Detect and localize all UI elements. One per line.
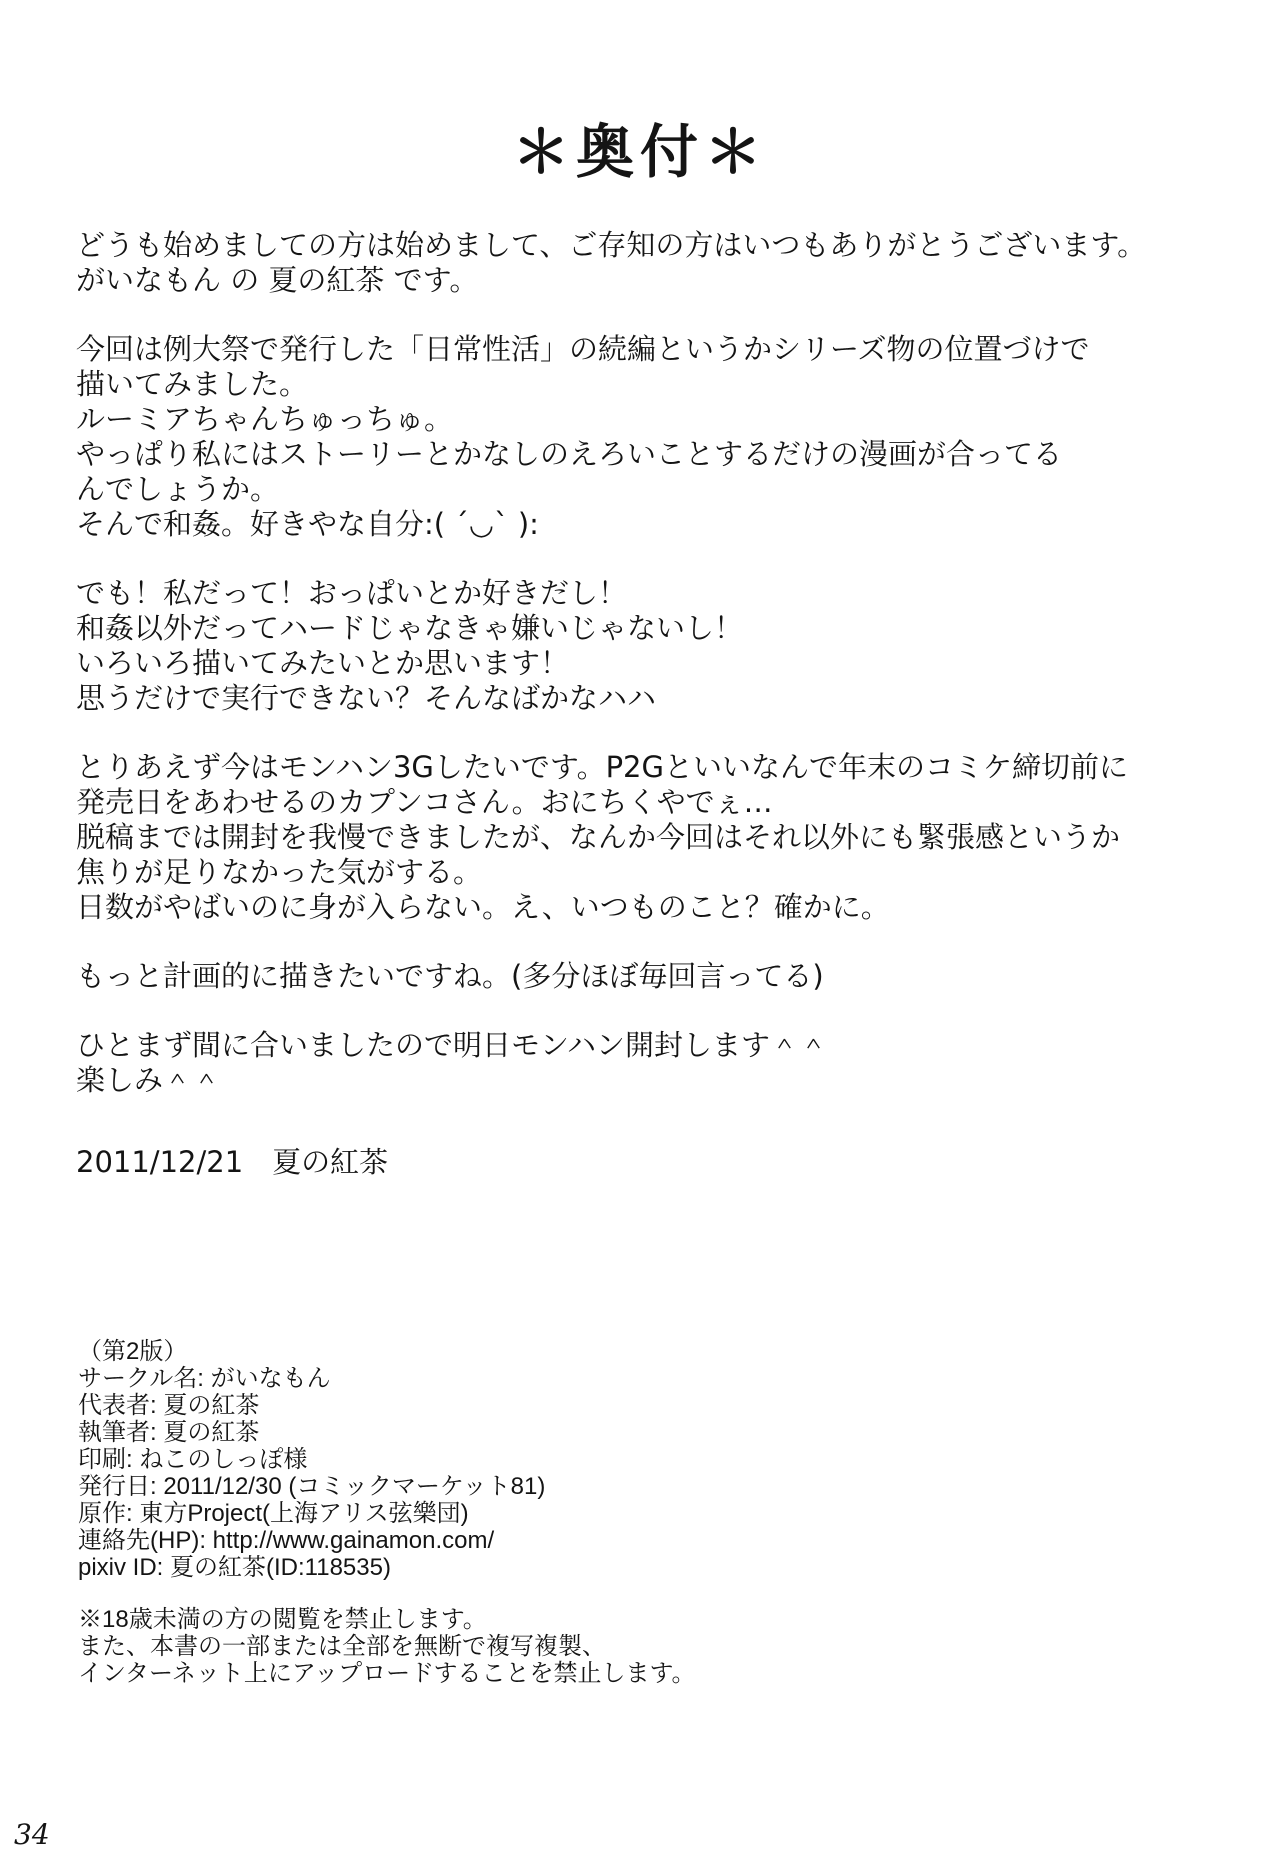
text-line: やっぱり私にはストーリーとかなしのえろいことするだけの漫画が合ってる xyxy=(76,437,1063,471)
contact: 連絡先(HP): http://www.gainamon.com/ xyxy=(78,1527,495,1554)
text-line: とりあえず今はモンハン3Gしたいです。P2Gといいなんで年末のコミケ締切前に xyxy=(76,750,1128,784)
text-line: でも！私だって！おっぱいとか好きだし！ xyxy=(76,576,628,610)
representative: 代表者: 夏の紅茶 xyxy=(78,1392,260,1419)
paragraph-3 xyxy=(76,576,1226,716)
paragraph-2 xyxy=(76,332,1226,542)
text-line: 発売日をあわせるのカプンコさん。おにちくやでぇ… xyxy=(76,785,773,819)
text-line: 思うだけで実行できない？そんなばかなハハ xyxy=(76,681,657,715)
text-line: 楽しみ＾＾ xyxy=(76,1063,222,1097)
text-line: がいなもん の 夏の紅茶 です。 xyxy=(76,263,479,297)
notice-line: インターネット上にアップロードすることを禁止します。 xyxy=(78,1660,696,1687)
page-number: 34 xyxy=(14,1818,50,1851)
paragraph-5 xyxy=(76,959,1226,994)
author: 執筆者: 夏の紅茶 xyxy=(78,1419,260,1446)
text-line: 描いてみました。 xyxy=(76,367,309,401)
colophon xyxy=(78,1338,545,1581)
text-line: 脱稿までは開封を我慢できましたが、なんか今回はそれ以外にも緊張感というか xyxy=(76,820,1121,854)
text-line: 和姦以外だってハードじゃなきゃ嫌いじゃないし！ xyxy=(76,611,744,645)
text-line: んでしょうか。 xyxy=(76,472,280,506)
text-line: どうも始めましての方は始めまして、ご存知の方はいつもありがとうございます。 xyxy=(76,228,1147,262)
text-line: ルーミアちゃんちゅっちゅ。 xyxy=(76,402,454,436)
text-line: いろいろ描いてみたいとか思います！ xyxy=(76,646,570,680)
text-line: 日数がやばいのに身が入らない。え、いつものこと？確かに。 xyxy=(76,890,890,924)
paragraph-1 xyxy=(76,228,1226,298)
paragraph-4 xyxy=(76,750,1226,925)
publish-date: 発行日: 2011/12/30 (コミックマーケット81) xyxy=(78,1473,546,1500)
paragraph-6 xyxy=(76,1028,1226,1098)
printer: 印刷: ねこのしっぽ様 xyxy=(78,1446,308,1473)
text-line: ひとまず間に合いましたので明日モンハン開封します＾＾ xyxy=(76,1028,828,1062)
signature-date: 2011/12/21 夏の紅茶 xyxy=(76,1145,389,1179)
edition: （第2版） xyxy=(78,1338,188,1365)
legal-notice xyxy=(78,1606,696,1687)
page-title: ＊奥付＊ xyxy=(511,118,768,186)
text-line: 今回は例大祭で発行した「日常性活」の続編というかシリーズ物の位置づけで xyxy=(76,332,1090,366)
text-line: もっと計画的に描きたいですね。(多分ほぼ毎回言ってる) xyxy=(76,959,824,993)
notice-line: ※18歳未満の方の閲覧を禁止します。 xyxy=(78,1606,487,1633)
text-line: そんで和姦。好きやな自分:( ´◡` ): xyxy=(76,507,539,541)
original-work: 原作: 東方Project(上海アリス弦樂団) xyxy=(78,1500,469,1527)
afterword-body xyxy=(76,228,1226,1132)
pixiv-id: pixiv ID: 夏の紅茶(ID:118535) xyxy=(78,1554,391,1581)
circle-name: サークル名: がいなもん xyxy=(78,1365,331,1392)
text-line: 焦りが足りなかった気がする。 xyxy=(76,855,483,889)
notice-line: また、本書の一部または全部を無断で複写複製、 xyxy=(78,1633,606,1660)
